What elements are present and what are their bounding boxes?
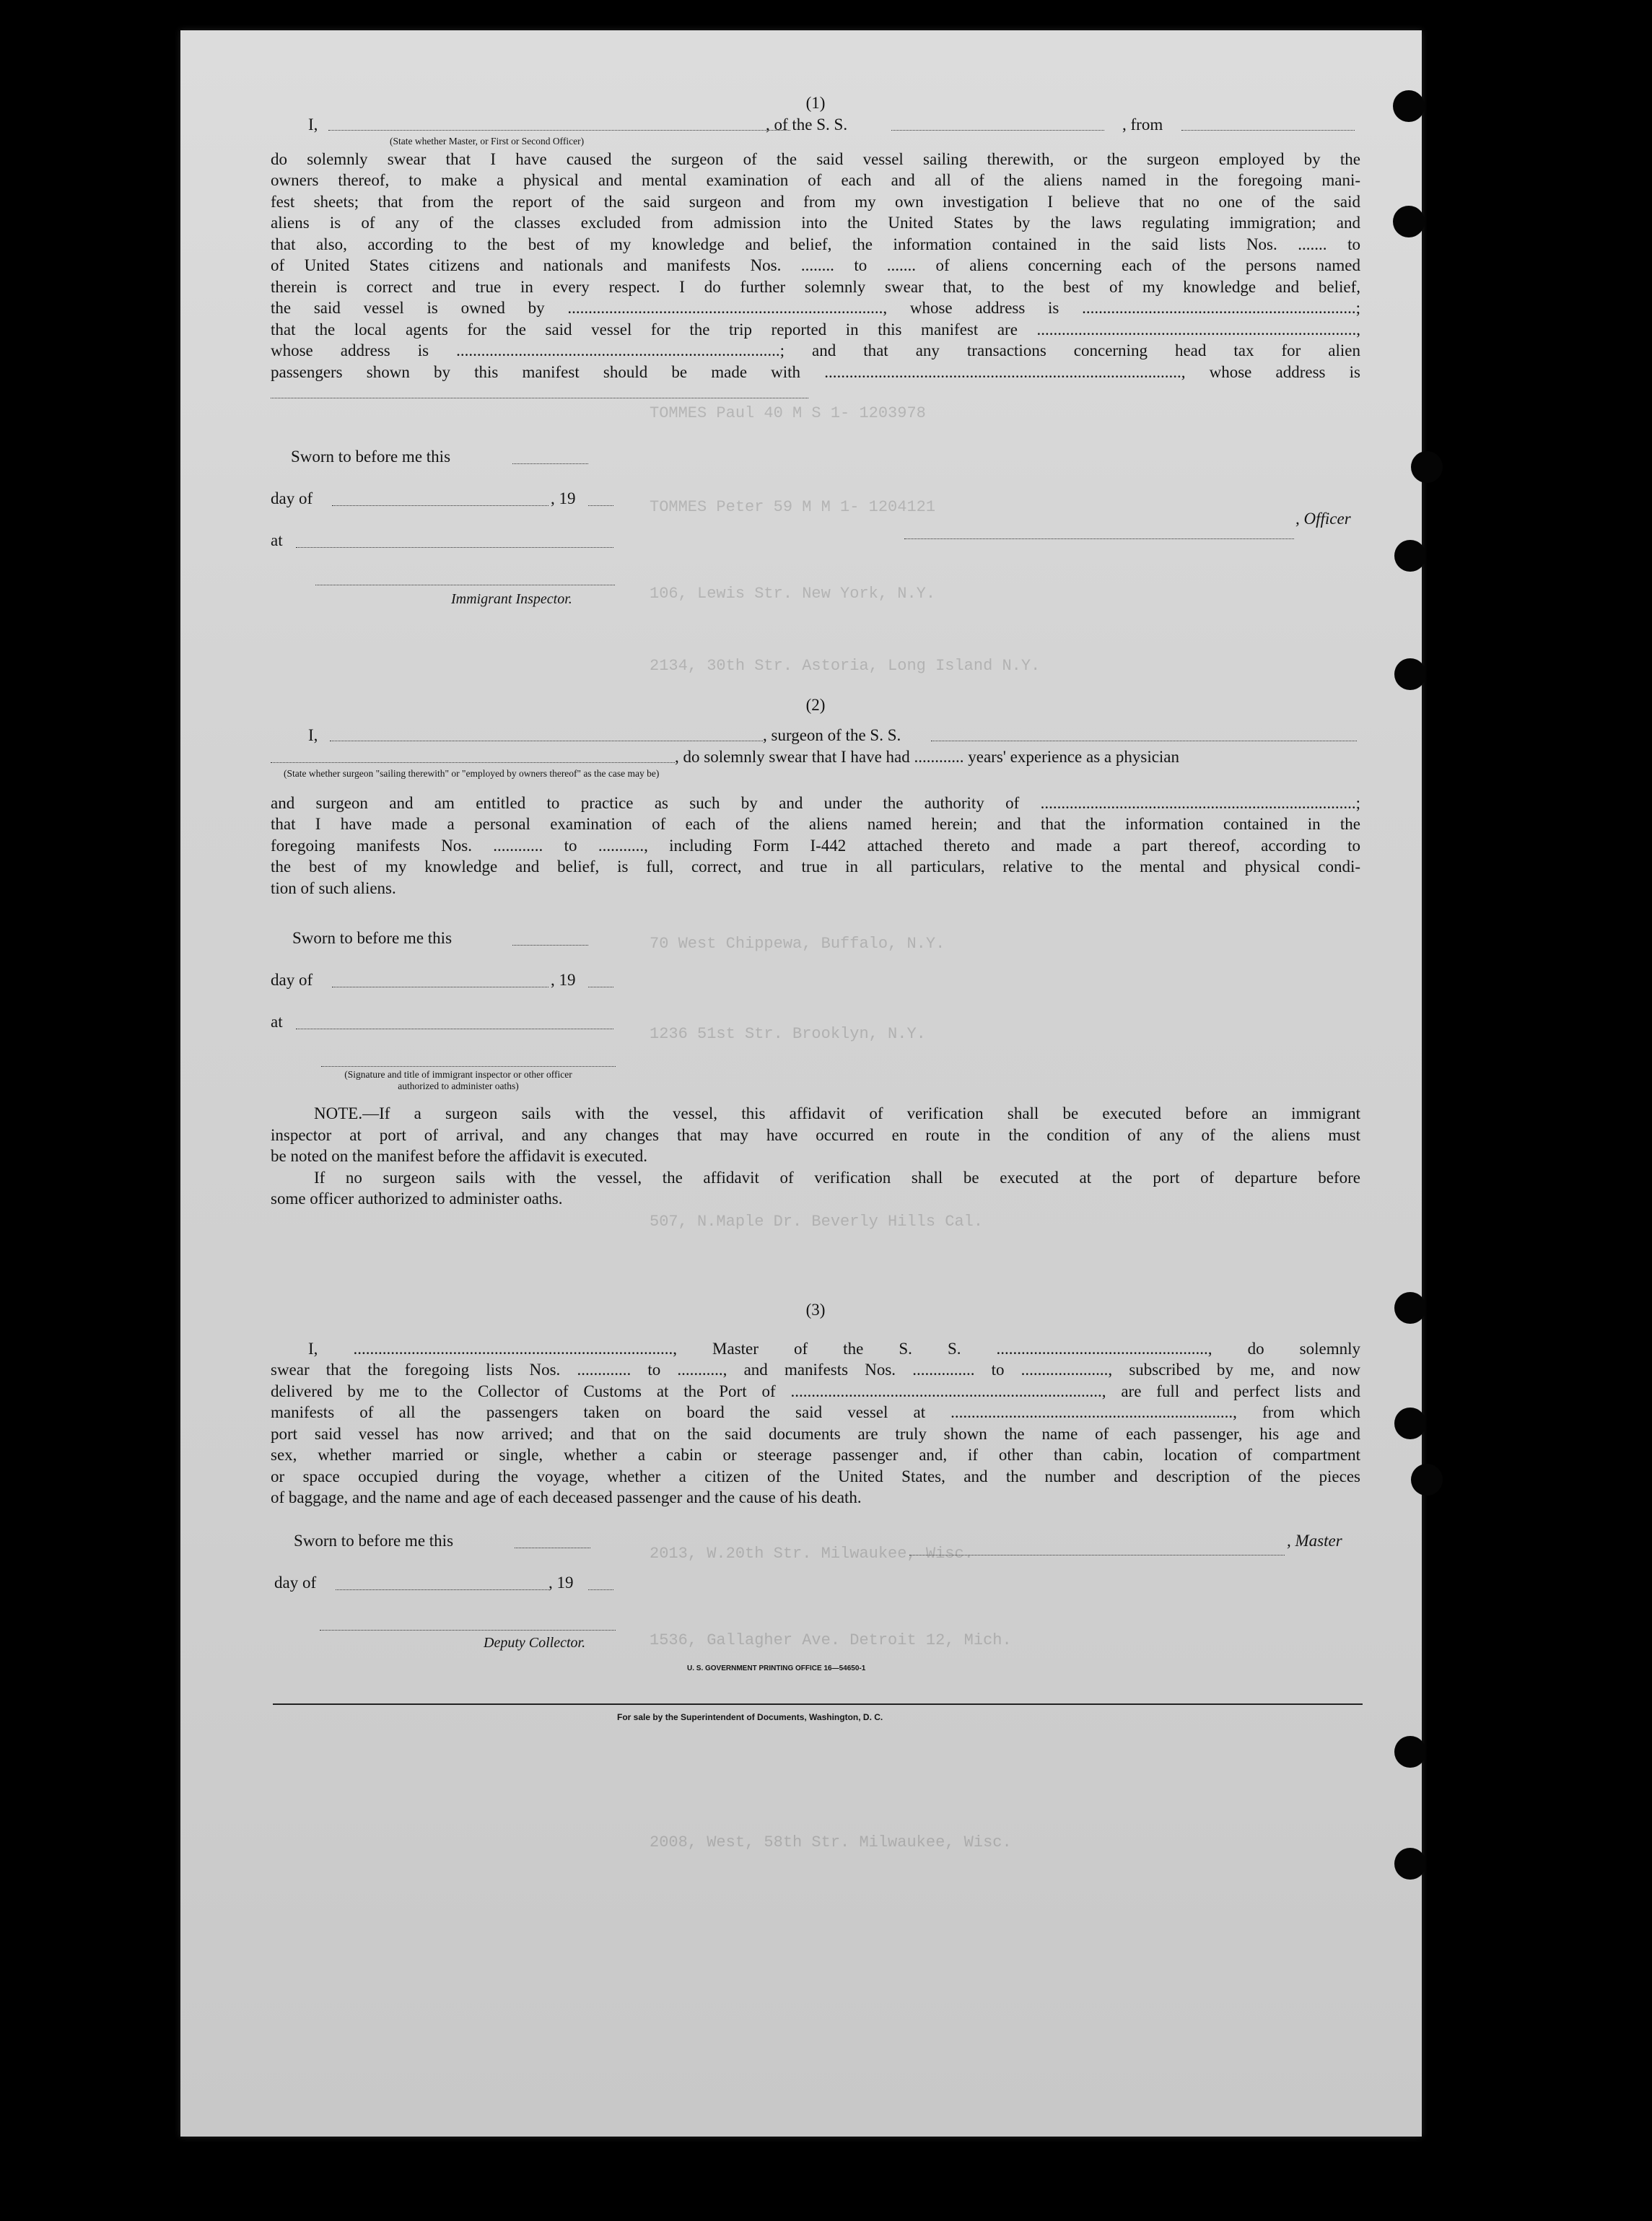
collector-signature-line[interactable]: [320, 1630, 616, 1631]
day-of-field[interactable]: [332, 974, 549, 987]
oath-line: tion of such aliens.: [271, 878, 396, 897]
day-of-label: day of: [271, 489, 313, 507]
oath-line: manifests of all the passengers taken on board the said vessel at ...................................................................., from which: [271, 1403, 1360, 1421]
from-label: , from: [1122, 115, 1163, 134]
affidavit-surgeon-section: [271, 694, 1360, 899]
jurat-section-1: [271, 446, 1360, 619]
inspector-label: Immigrant Inspector.: [451, 591, 572, 607]
surgeon-name-field[interactable]: [330, 728, 763, 741]
sworn-date-field[interactable]: [512, 450, 588, 464]
surgeon-vessel-field[interactable]: [931, 728, 1357, 741]
punch-hole: [1394, 1736, 1426, 1768]
note-line: NOTE.—If a surgeon sails with the vessel, this affidavit of verification shall be executed before an immigrant: [314, 1104, 1360, 1122]
punch-hole: [1393, 206, 1425, 237]
oath-line: and surgeon and am entitled to practice as such by and under the authority of ............................................................................;: [271, 793, 1360, 812]
bleed-through-text: 2013, W.20th Str. Milwaukee, Wisc.: [650, 1545, 974, 1563]
oath-line: the best of my knowledge and belief, is full, correct, and true in all particulars, relative to the mental and physical condi-: [271, 858, 1360, 876]
rank-note: (State whether Master, or First or Second Officer): [390, 135, 585, 147]
bleed-through-text: 2008, West, 58th Str. Milwaukee, Wisc.: [650, 1833, 1012, 1851]
oath-line: do solemnly swear that I have caused the surgeon of the said vessel sailing therewith, or the surgeon employed by the: [271, 149, 1360, 168]
oath-line: that also, according to the best of my knowledge and belief, the information contained in the said lists Nos. ....... to: [271, 235, 1360, 253]
oath-line: swear that the foregoing lists Nos. ............. to ..........., and manifests Nos. ............... to ....................., subscribed by me, and now: [271, 1361, 1360, 1379]
affidavit-collector-section: [271, 1299, 1360, 1509]
punch-hole: [1411, 1464, 1443, 1496]
year-label: , 19: [551, 489, 576, 507]
year-label: , 19: [549, 1574, 574, 1592]
officer-signature-line[interactable]: [321, 1066, 616, 1067]
address-field[interactable]: [271, 385, 808, 398]
oath-line: passengers shown by this manifest should be made with ......................................................................................, whose address is: [271, 362, 1360, 381]
jurat-section-2: [271, 928, 1360, 1101]
officer-label: , Officer: [1295, 510, 1351, 528]
master-label: , Master: [1287, 1532, 1342, 1550]
officer-rank-field[interactable]: [328, 117, 790, 131]
sworn-label: Sworn to before me this: [291, 448, 451, 466]
bleed-through-text: 507, N.Maple Dr. Beverly Hills Cal.: [650, 1213, 984, 1231]
oath-line: port said vessel has now arrived; and that on the said documents are truly shown the name of each passenger, his age and: [271, 1424, 1360, 1443]
jurat-section-3: [271, 1530, 1360, 1675]
punch-hole: [1394, 1848, 1426, 1880]
oath-line: of baggage, and the name and age of each deceased passenger and the cause of his death.: [271, 1488, 862, 1506]
experience-line: , do solemnly swear that I have had ............ years' experience as a physician: [675, 747, 1180, 766]
section-number: (3): [805, 1301, 826, 1319]
bleed-through-text: TOMMES Peter 59 M M 1- 1204121: [650, 498, 936, 516]
sworn-date-field[interactable]: [512, 932, 588, 946]
signature-note: (Signature and title of immigrant inspector or other officer authorized to administer oaths): [344, 1069, 572, 1091]
note-line: inspector at port of arrival, and any changes that may have occurred en route in the condition of any of the aliens must: [271, 1125, 1360, 1144]
oath-line: fest sheets; that from the report of the said surgeon and from my own investigation I believe that no one of the said: [271, 192, 1360, 211]
bleed-through-text: 1236 51st Str. Brooklyn, N.Y.: [650, 1025, 926, 1043]
oath-line: I, ............................................................................., Master of the S. S. ..................................................., do solemnly: [308, 1339, 1360, 1358]
punch-hole: [1411, 451, 1443, 483]
oath-line: of United States citizens and nationals and manifests Nos. ........ to ....... of aliens concerning each of the persons named: [271, 256, 1360, 274]
day-of-field[interactable]: [336, 1576, 549, 1590]
punch-hole: [1394, 658, 1426, 690]
bleed-through-text: 70 West Chippewa, Buffalo, N.Y.: [650, 935, 945, 953]
year-field[interactable]: [588, 1576, 613, 1590]
oath-line: that the local agents for the said vessel for the trip reported in this manifest are .............................................................................,: [271, 320, 1360, 339]
bleed-through-text: TOMMES Paul 40 M S 1- 1203978: [650, 404, 926, 422]
at-field[interactable]: [296, 534, 613, 548]
sworn-label: Sworn to before me this: [294, 1532, 454, 1550]
year-field[interactable]: [588, 492, 613, 506]
sworn-date-field[interactable]: [515, 1535, 590, 1548]
sworn-label: Sworn to before me this: [292, 929, 453, 947]
punch-hole: [1394, 540, 1426, 572]
punch-hole: [1393, 90, 1425, 122]
master-signature-field[interactable]: [909, 1542, 1285, 1555]
oath-line: foregoing manifests Nos. ............ to ..........., including Form I-442 attached thereto and made a part thereof, according to: [271, 836, 1360, 855]
collector-label: Deputy Collector.: [484, 1635, 586, 1651]
surgeon-label: , surgeon of the S. S.: [763, 725, 901, 744]
intro-i: I,: [308, 115, 318, 134]
affidavit-master-section: [271, 92, 1360, 404]
oath-line: delivered by me to the Collector of Customs at the Port of ..........................................................................., are full and perfect lists and: [271, 1382, 1360, 1400]
punch-hole: [1394, 1292, 1426, 1324]
oath-line: sex, whether married or single, whether a cabin or steerage passenger and, if other than cabin, location of compartment: [271, 1446, 1360, 1464]
vessel-label: , of the S. S.: [766, 115, 848, 134]
vessel-name-field[interactable]: [891, 117, 1104, 131]
year-label: , 19: [551, 971, 576, 989]
footer-rule: [273, 1703, 1363, 1705]
note-line: be noted on the manifest before the affidavit is executed.: [271, 1147, 647, 1165]
at-label: at: [271, 531, 283, 549]
from-port-field[interactable]: [1181, 117, 1355, 131]
oath-line: whose address is ..............................................................................; and that any transactions concerning head tax for alien: [271, 341, 1360, 359]
oath-line: therein is correct and true in every respect. I do further solemnly swear that, to the best of my knowledge and belief,: [271, 277, 1360, 296]
gpo-imprint: U. S. GOVERNMENT PRINTING OFFICE 16—54650-1: [687, 1664, 866, 1672]
surgeon-status-field[interactable]: [271, 749, 675, 763]
oath-line: or space occupied during the voyage, whether a citizen of the United States, and the number and description of the pieces: [271, 1467, 1360, 1485]
section-number: (1): [805, 94, 826, 112]
oath-line: owners thereof, to make a physical and mental examination of each and all of the aliens named in the foregoing mani-: [271, 171, 1360, 189]
bleed-through-text: 2134, 30th Str. Astoria, Long Island N.Y.: [650, 657, 1041, 675]
day-of-field[interactable]: [332, 492, 549, 506]
at-field[interactable]: [296, 1016, 613, 1029]
sale-notice: For sale by the Superintendent of Documents, Washington, D. C.: [617, 1712, 883, 1722]
section-number: (2): [805, 696, 826, 714]
officer-signature-field[interactable]: [904, 525, 1294, 539]
note-line: some officer authorized to administer oaths.: [271, 1190, 563, 1208]
punch-hole: [1394, 1408, 1426, 1439]
bleed-through-text: 1536, Gallagher Ave. Detroit 12, Mich.: [650, 1631, 1012, 1649]
year-field[interactable]: [588, 974, 613, 987]
surgeon-status-note: (State whether surgeon "sailing therewith" or "employed by owners thereof" as the case may be): [284, 767, 660, 779]
note-line: If no surgeon sails with the vessel, the affidavit of verification shall be executed at the port of departure before: [314, 1168, 1360, 1187]
oath-line: that I have made a personal examination of each of the aliens named herein; and that the information contained in the: [271, 815, 1360, 833]
day-of-label: day of: [271, 971, 313, 989]
bleed-through-text: 106, Lewis Str. New York, N.Y.: [650, 585, 936, 603]
note-section: [271, 1103, 1360, 1210]
intro-i: I,: [308, 725, 318, 744]
at-label: at: [271, 1013, 283, 1031]
oath-line: aliens is of any of the classes excluded from admission into the United States by the laws regulating immigration; and: [271, 214, 1360, 232]
oath-line: the said vessel is owned by ............................................................................, whose address is ..................................................................;: [271, 299, 1360, 317]
day-of-label: day of: [274, 1574, 317, 1592]
